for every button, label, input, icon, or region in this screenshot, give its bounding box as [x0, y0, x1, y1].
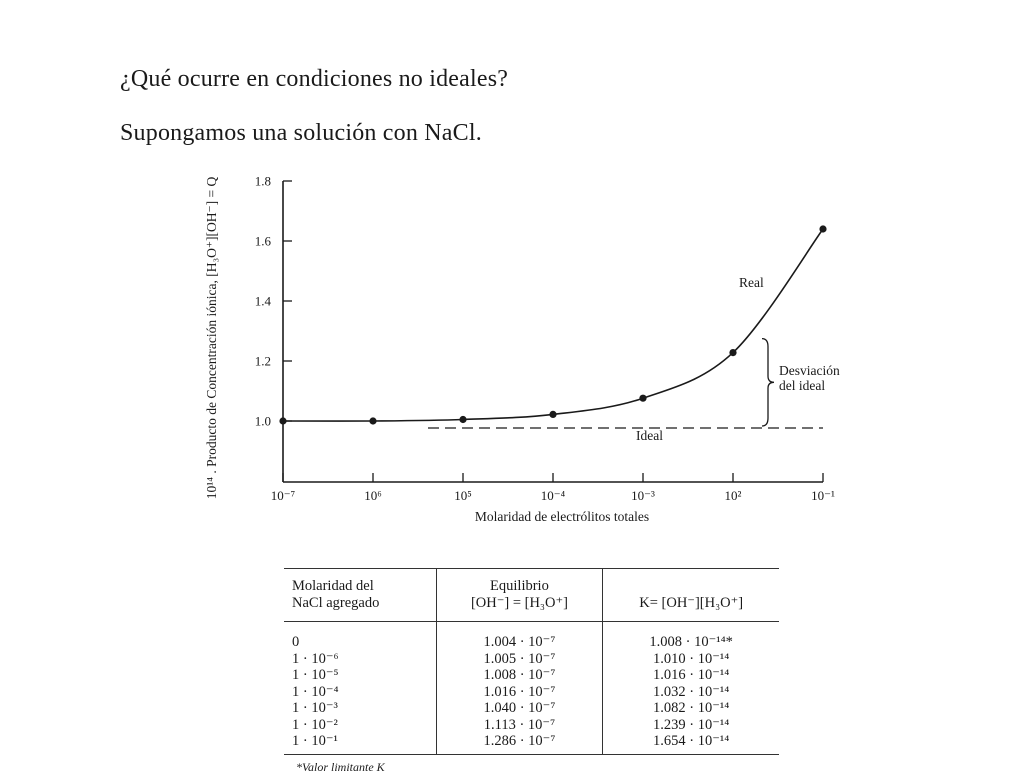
cell-k: 1.008 · 10⁻¹⁴* [603, 622, 779, 651]
chart-axes [283, 181, 826, 482]
cell-equilibrium: 1.040 · 10⁻⁷ [436, 700, 603, 717]
series-real-line [283, 229, 826, 421]
table-footnote: *Valor limitante K [296, 760, 385, 774]
cell-molarity: 1 · 10⁻³ [292, 700, 338, 716]
table-row [284, 622, 779, 651]
cell-molarity: 0 [292, 634, 300, 650]
x-tick-label: 10⁻¹ [811, 488, 835, 503]
table-row [284, 733, 779, 754]
cell-equilibrium: 1.016 · 10⁻⁷ [436, 684, 603, 701]
x-tick-label: 10⁻³ [631, 488, 655, 503]
chart-ticks [255, 174, 835, 504]
cell-molarity: 1 · 10⁻² [292, 716, 338, 733]
series-real-point [819, 225, 826, 232]
deviation-label-line1: Desviación [779, 363, 840, 378]
legend-real-label: Real [739, 275, 764, 290]
x-tick-label: 10⁻⁴ [540, 488, 566, 503]
cell-equilibrium: 1.004 · 10⁻⁷ [436, 622, 603, 651]
table-row [284, 667, 779, 684]
y-axis-label: 10¹⁴ . Producto de Concentración iónica, [H₃O⁺][OH⁻] = Q [204, 176, 219, 500]
x-axis-label: Molaridad de electrólitos totales [474, 509, 650, 524]
cell-k: 1.032 · 10⁻¹⁴ [603, 684, 779, 701]
heading-question: ¿Qué ocurre en condiciones no ideales? [120, 66, 509, 92]
y-tick-label: 1.4 [254, 293, 271, 309]
y-tick-label: 1.6 [254, 233, 271, 249]
heading-solution: Supongamos una solución con NaCl. [120, 120, 482, 146]
x-tick-label: 10⁻⁷ [270, 488, 296, 503]
chart-annotations [762, 339, 774, 426]
cell-equilibrium: 1.286 · 10⁻⁷ [436, 733, 603, 754]
x-tick-label: 10⁵ [454, 488, 472, 503]
cell-equilibrium: 1.005 · 10⁻⁷ [436, 651, 603, 668]
cell-k: 1.010 · 10⁻¹⁴ [603, 651, 779, 668]
table-body [284, 622, 779, 755]
table-header-row [284, 569, 779, 622]
cell-k: 1.082 · 10⁻¹⁴ [603, 700, 779, 717]
cell-molarity: 1 · 10⁻⁴ [292, 683, 339, 700]
table-row [284, 700, 779, 717]
cell-molarity: 1 · 10⁻¹ [292, 733, 338, 749]
deviation-label-line2: del ideal [779, 378, 826, 393]
cell-equilibrium: 1.008 · 10⁻⁷ [436, 667, 603, 684]
header-equilibrium: Equilibrio [OH⁻] = [H₃O⁺] [436, 569, 603, 622]
series-real-point [729, 349, 736, 356]
x-tick-label: 10² [724, 488, 742, 503]
series-real-point [549, 411, 556, 418]
series-real-point [459, 416, 466, 423]
header-k: K= [OH⁻][H₃O⁺] [603, 569, 779, 622]
header-molarity: Molaridad del NaCl agregado [292, 578, 380, 611]
y-tick-label: 1.8 [254, 173, 271, 189]
x-tick-label: 10⁶ [364, 488, 382, 503]
table-row [284, 684, 779, 701]
series-real-point [369, 417, 376, 424]
cell-k: 1.239 · 10⁻¹⁴ [603, 717, 779, 734]
legend-ideal-label: Ideal [636, 428, 663, 443]
y-tick-label: 1.2 [254, 353, 271, 369]
cell-molarity: 1 · 10⁻⁵ [292, 667, 339, 683]
cell-k: 1.016 · 10⁻¹⁴ [603, 667, 779, 684]
chart-series [279, 225, 826, 428]
cell-k: 1.654 · 10⁻¹⁴ [603, 733, 779, 754]
table-row [284, 717, 779, 734]
series-real-point [279, 417, 286, 424]
y-tick-label: 1.0 [254, 413, 271, 429]
equilibrium-table [284, 568, 779, 755]
series-real-point [639, 395, 646, 402]
table-row [284, 651, 779, 668]
deviation-brace [762, 339, 774, 426]
cell-molarity: 1 · 10⁻⁶ [292, 650, 339, 667]
cell-equilibrium: 1.113 · 10⁻⁷ [436, 717, 603, 734]
